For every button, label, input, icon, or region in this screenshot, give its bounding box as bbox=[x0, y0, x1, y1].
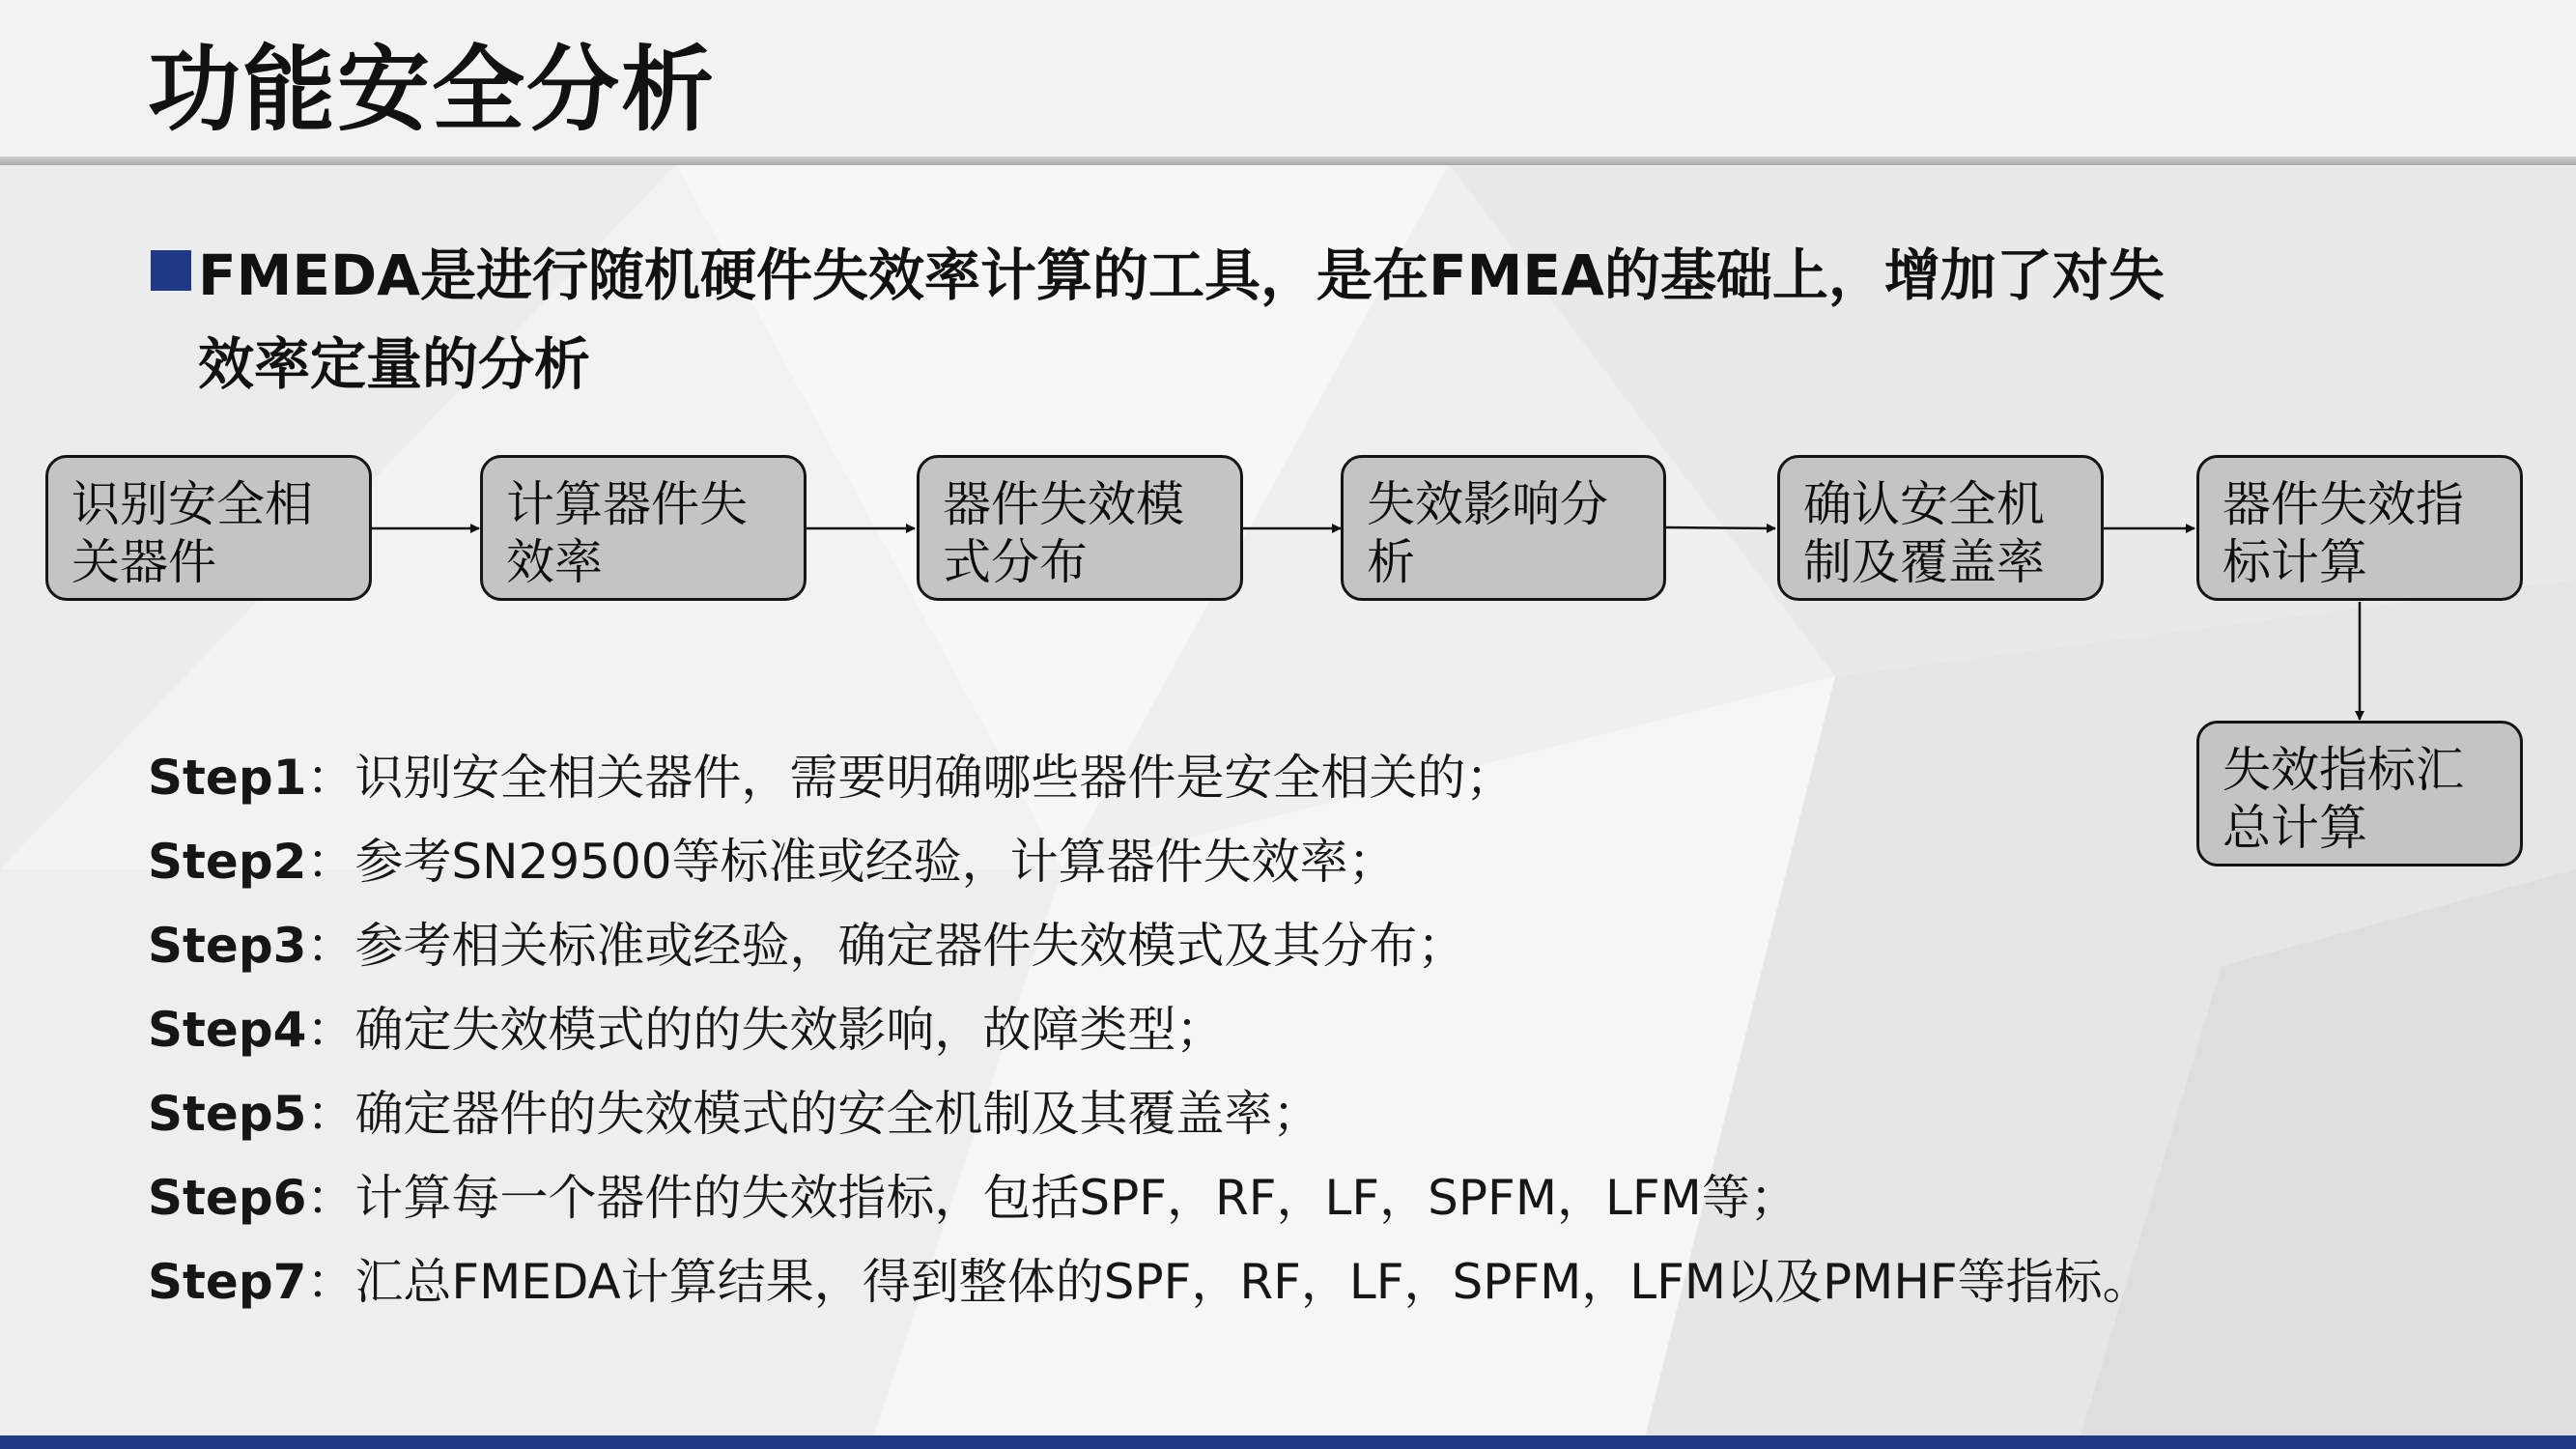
flow-box-text: 式分布 bbox=[943, 534, 1088, 590]
step-text: ：汇总FMEDA计算结果，得到整体的SPF，RF，LF，SPFM，LFM以及PMHF等指标。 bbox=[306, 1254, 2151, 1310]
step-item bbox=[148, 828, 1397, 895]
step-label: Step7 bbox=[148, 1254, 307, 1310]
step-item bbox=[148, 1164, 1798, 1232]
step-text: ：参考SN29500等标准或经验，计算器件失效率； bbox=[306, 834, 1397, 890]
step-label: Step5 bbox=[148, 1086, 307, 1142]
footer-accent-bar bbox=[0, 1435, 2576, 1449]
flow-box-text: 器件失效模 bbox=[943, 476, 1184, 532]
square-bullet-icon bbox=[151, 250, 191, 291]
flow-box-text: 器件失效指 bbox=[2222, 476, 2464, 532]
step-text: ：确定器件的失效模式的安全机制及其覆盖率； bbox=[306, 1086, 1321, 1142]
intro-line-1: FMEDA是进行随机硬件失效率计算的工具，是在FMEA的基础上，增加了对失 bbox=[198, 242, 2165, 308]
step-label: Step2 bbox=[148, 834, 307, 890]
page-title: 功能安全分析 bbox=[148, 36, 716, 144]
step-text: ：确定失效模式的的失效影响，故障类型； bbox=[306, 1002, 1225, 1058]
step-label: Step4 bbox=[148, 1002, 307, 1058]
flow-box-mode-distribution bbox=[917, 455, 1243, 601]
step-text: ：计算每一个器件的失效指标，包括SPF，RF，LF，SPFM，LFM等； bbox=[306, 1170, 1798, 1226]
flow-box-text: 关器件 bbox=[71, 534, 216, 590]
flow-box-failure-rate bbox=[480, 455, 807, 601]
flow-box-metric-calc bbox=[2196, 455, 2523, 601]
flow-box-summary-calc bbox=[2196, 721, 2523, 867]
step-item bbox=[148, 744, 1514, 811]
flow-box-text: 失效指标汇 bbox=[2222, 742, 2464, 798]
step-item bbox=[148, 912, 1465, 980]
flow-box-text: 识别安全相 bbox=[71, 476, 313, 532]
step-text: ：参考相关标准或经验，确定器件失效模式及其分布； bbox=[306, 918, 1466, 974]
flow-box-text: 总计算 bbox=[2222, 800, 2367, 856]
intro-line-2: 效率定量的分析 bbox=[198, 331, 591, 397]
step-text: ：识别安全相关器件，需要明确哪些器件是安全相关的； bbox=[306, 750, 1514, 806]
flow-box-identify bbox=[45, 455, 372, 601]
flow-box-text: 效率 bbox=[506, 534, 603, 590]
step-label: Step3 bbox=[148, 918, 307, 974]
step-item bbox=[148, 1248, 2151, 1316]
flow-box-text: 析 bbox=[1367, 534, 1415, 590]
flow-box-safety-mechanism bbox=[1777, 455, 2104, 601]
title-divider bbox=[0, 156, 2576, 165]
flow-box-effect-analysis bbox=[1341, 455, 1666, 601]
step-label: Step1 bbox=[148, 750, 307, 806]
step-item bbox=[148, 1080, 1320, 1148]
flow-box-text: 标计算 bbox=[2222, 534, 2367, 590]
step-label: Step6 bbox=[148, 1170, 307, 1226]
flow-box-text: 失效影响分 bbox=[1367, 476, 1608, 532]
flow-box-text: 制及覆盖率 bbox=[1803, 534, 2045, 590]
flow-box-text: 确认安全机 bbox=[1803, 476, 2045, 532]
step-item bbox=[148, 996, 1224, 1064]
flow-box-text: 计算器件失 bbox=[506, 476, 748, 532]
